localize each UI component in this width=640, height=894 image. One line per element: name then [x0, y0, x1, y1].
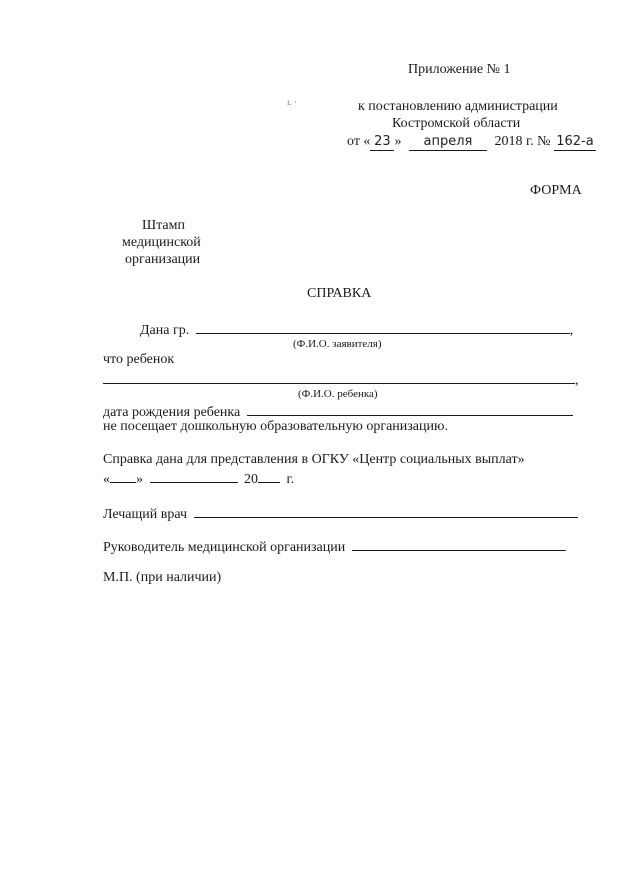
- stamp-line-2: медицинской: [122, 235, 201, 250]
- issue-year-field[interactable]: [258, 469, 280, 483]
- birth-date-field[interactable]: [247, 402, 573, 416]
- appendix-number: Приложение № 1: [408, 62, 511, 77]
- head-label: Руководитель медицинской организации: [103, 540, 346, 555]
- date-prefix: от «: [347, 134, 371, 149]
- child-label: что ребенок: [103, 352, 175, 367]
- child-row: [103, 370, 579, 389]
- region-name: Костромской области: [392, 116, 521, 131]
- seal-label: М.П. (при наличии): [103, 570, 222, 585]
- date-quote-close: »: [394, 134, 402, 149]
- stamp-line-3: организации: [125, 252, 201, 267]
- document-title: СПРАВКА: [307, 286, 372, 301]
- child-caption: (Ф.И.О. ребенка): [298, 388, 378, 400]
- child-name-field[interactable]: [103, 370, 575, 384]
- resolution-reference: к постановлению администрации: [358, 99, 558, 114]
- child-comma: ,: [575, 373, 579, 388]
- resolution-number: 162-а: [554, 134, 596, 151]
- issue-year-prefix: 20: [244, 472, 258, 487]
- doctor-signature-field[interactable]: [194, 504, 578, 518]
- doctor-label: Лечащий врач: [103, 507, 188, 522]
- issue-date-close: »: [136, 472, 143, 487]
- resolution-date-line: [347, 134, 596, 151]
- form-label: ФОРМА: [530, 183, 582, 198]
- stamp-line-1: Штамп: [142, 218, 185, 233]
- issue-date-row: [103, 469, 294, 488]
- doctor-row: [103, 504, 578, 523]
- issue-date-open: «: [103, 472, 110, 487]
- applicant-row: [140, 320, 573, 339]
- applicant-label: Дана гр.: [140, 323, 190, 338]
- resolution-day: 23: [370, 134, 394, 151]
- issue-month-field[interactable]: [150, 469, 238, 483]
- resolution-year: 2018 г. №: [494, 134, 551, 149]
- issue-day-field[interactable]: [110, 469, 136, 483]
- birth-date-label: дата рождения ребенка: [103, 405, 241, 420]
- resolution-month: апреля: [409, 134, 487, 151]
- head-signature-field[interactable]: [352, 537, 566, 551]
- not-attending-text: не посещает дошкольную образовательную организацию.: [103, 419, 448, 434]
- issue-year-suffix: г.: [286, 472, 295, 487]
- scan-artifact: ı. ·: [287, 97, 297, 107]
- presented-to-text: Справка дана для представления в ОГКУ «Центр социальных выплат»: [103, 452, 525, 467]
- applicant-comma: ,: [569, 323, 574, 338]
- applicant-caption: (Ф.И.О. заявителя): [293, 338, 382, 350]
- head-row: [103, 537, 566, 556]
- applicant-name-field[interactable]: [196, 320, 570, 334]
